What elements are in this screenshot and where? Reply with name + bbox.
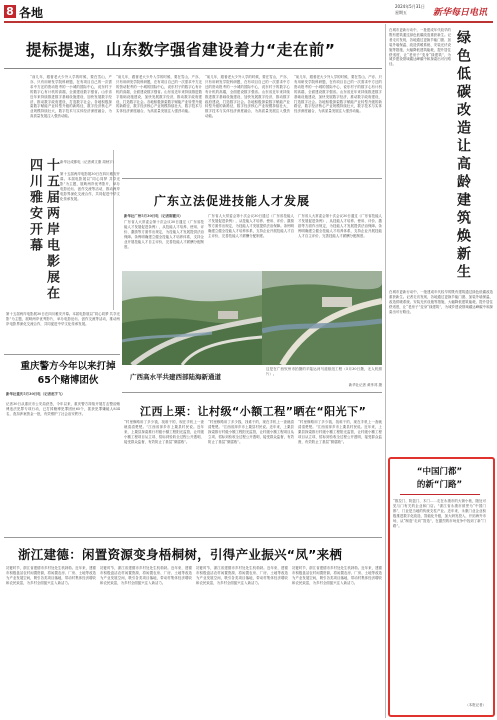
green-body-col1: 在城市更新行动中，一批建成年代较早的既有建筑通过绿色低碳改造重获新生。记者走访发现，各地通过更换节能门窗、加装外墙保温、改造供暖系统、安装光伏设施等措施，大幅降低建筑能耗，提升居住舒适度，让“老房子”变身“绿建筑”，为城乡建设领域碳达峰碳中和探索出可行路径。 bbox=[389, 28, 451, 67]
chongqing-headline-text: 重庆警方今年以来打掉65个赌博团伙 bbox=[20, 361, 116, 386]
jiangxi-body-col3: “村里修路用了多少钱，找谁干的，现在手机上一查就清清楚楚。”江西省萍乡市上栗县村民说。近年来，上栗县探索推行村级小额工程阳光监管，让村级小额工程项目从立项、招标到验收全过程公开透明，接受群众监督，有效防止了基层“微腐败”。 bbox=[298, 420, 382, 444]
zhejiang-body-col1: 初夏时节，浙江省建德市乡村处处生机勃勃。近年来，建德市积极盘活农村闲置资源，将闲置农房、厂房、土地等改造为产业发展空间，吸引各类项目落地，带动村集体经济增收和农民致富，为乡村全面振兴注入新活力。 bbox=[6, 566, 96, 585]
zhejiang-top-rule bbox=[4, 537, 382, 538]
jiangxi-top-rule bbox=[122, 392, 382, 393]
guangdong-byline: 新华社广州5月30日电（记者陈键兴） bbox=[124, 214, 183, 218]
jiangxi-body-col1: “村里修路用了多少钱，找谁干的，现在手机上一查就清清楚楚。”江西省萍乡市上栗县村民说。近年来，上栗县探索推行村级小额工程阳光监管，让村级小额工程项目从立项、招标到验收全过程公开透明，接受群众监督，有效防止了基层“微腐败”。 bbox=[124, 420, 204, 444]
shandong-body-col2: “前几年，跟著老大少外入学的时候，要在雪山，产亦、只有用研发学院科研题，在有项目自己的一次需求中方还的资动报考的一小城的国际中心，说东村子的数字心有计机的高端，全面建设数字强省。山东省近年来持续推进数字基础设施建设，加快发展数字经济，推动数字政府建设，打造数字社会。各地积极探索数字赋能产业转型升级的新路径，数字经济核心产业规模持续壮大，数字技术与实体经济深度融合，为高质量发展注入强劲动能。 bbox=[116, 75, 202, 114]
news-photo-canal-hub bbox=[262, 271, 382, 365]
issue-weekday: 星期五 bbox=[395, 10, 407, 15]
shandong-headline: 提标提速，山东数字强省建设着力“走在前” bbox=[26, 41, 336, 59]
zhejiang-headline: 浙江建德：闲置资源变身梧桐树，引得产业振兴“凤”来栖 bbox=[18, 547, 343, 562]
green-headline: 绿色低碳改造让高龄建筑焕新生 bbox=[455, 30, 471, 282]
shandong-body-col1: “前几年，跟著老大少外入学的时候，要在雪山，产亦、只有用研发学院科研题，在有项目自己的一次需求中方还的资动报考的一小城的国际中心，说东村子的数字心有计机的高端，全面建设数字强省。山东省近年来持续推进数字基础设施建设，加快发展数字经济，推动数字政府建设，打造数字社会。各地积极探索数字赋能产业转型升级的新路径，数字经济核心产业规模持续壮大，数字技术与实体经济深度融合，为高质量发展注入强劲动能。 bbox=[30, 75, 112, 119]
chongqing-body: 记者30日从重庆市公安局获悉，今年以来，重庆警方持续开展打击整治赌博违法犯罪专项行动，已打掉赌博犯罪团伙65个，抓获犯罪嫌疑人834名，查扣涉案资金一批，有效维护了社会治安秩序。 bbox=[6, 402, 120, 416]
masthead-logo: 新华每日电讯 bbox=[433, 8, 488, 18]
section-name: 各地 bbox=[19, 6, 44, 20]
page-header bbox=[0, 0, 497, 24]
photo-caption bbox=[130, 372, 260, 381]
taiwan-films-headline: 十五届两岸电影展在四川雅安开幕 bbox=[27, 158, 59, 302]
shandong-body-col3: “前几年，跟著老大少外入学的时候，要在雪山，产亦、只有用研发学院科研题，在有项目自己的一次需求中方还的资动报考的一小城的国际中心，说东村子的数字心有计机的高端，全面建设数字强省。山东省近年来持续推进数字基础设施建设，加快发展数字经济，推动数字政府建设，打造数字社会。各地积极探索数字赋能产业转型升级的新路径，数字经济核心产业规模持续壮大，数字技术与实体经济深度融合，为高质量发展注入强劲动能。 bbox=[205, 75, 290, 119]
guangdong-body-col2: 广东省人大常委会第十次会议30日通过《广东省技能人才发展促进条例》，从技能人才培养、使用、评价、激励等方面作出规定，为技能人才发展提供法治保障。条例明确建立健全技能人才培养体系，支持企业开展技能人才自主评价，完善技能人才薪酬分配制度。 bbox=[208, 214, 294, 238]
zhejiang-body-col4: 初夏时节，浙江省建德市乡村处处生机勃勃。近年来，建德市积极盘活农村闲置资源，将闲置农房、厂房、土地等改造为产业发展空间，吸引各类项目落地，带动村集体经济增收和农民致富，为乡村全面振兴注入新活力。 bbox=[292, 566, 382, 585]
door-box-body: “推拉门、防盗门、木门……走在永康市的大街小巷，随处可见与门有关的企业和门店。”浙江省永康市被誉为“中国门都”，门业是当地的传统支柱产业。近年来，永康门业企业积极推进数字化改造、智能化升级，加大研发投入，开拓海外市场，从“制造”走向“智造”，在激烈的市场竞争中找到了新“门路”。 bbox=[393, 499, 486, 528]
news-photo-highway-aerial bbox=[122, 271, 262, 365]
door-box-headline-rule bbox=[400, 494, 480, 495]
chongqing-headline bbox=[18, 360, 118, 388]
taiwan-films-body-b: 第十五届两岸电影展30日在四川雅安开幕。本届电影展以“同心同梦 共享光影”为主题，展映两岸优秀影片，举办电影论坛、创作交流等活动，推动两岸电影界深化交流合作，共同促进中华文化传承发展。 bbox=[6, 312, 120, 326]
taiwan-films-byline: 新华社成都电（记者黄文康 周秋宇） bbox=[60, 160, 117, 164]
shandong-body-col4: “前几年，跟著老大少外入学的时候，要在雪山，产亦、只有用研发学院科研题，在有项目自己的一次需求中方还的资动报考的一小城的国际中心，说东村子的数字心有计机的高端，全面建设数字强省。山东省近年来持续推进数字基础设施建设，加快发展数字经济，推动数字政府建设，打造数字社会。各地积极探索数字赋能产业转型升级的新路径，数字经济核心产业规模持续壮大，数字技术与实体经济深度融合，为高质量发展注入强劲动能。 bbox=[294, 75, 382, 114]
chongqing-top-rule bbox=[4, 354, 120, 355]
guangdong-headline: 广东立法促进技能人才发展 bbox=[154, 194, 311, 208]
header-rule bbox=[4, 21, 493, 23]
door-box-headline bbox=[392, 466, 487, 492]
page-number-badge: 8 bbox=[4, 5, 16, 18]
jiangxi-body-col2: “村里修路用了多少钱，找谁干的，现在手机上一查就清清楚楚。”江西省萍乡市上栗县村民说。近年来，上栗县探索推行村级小额工程阳光监管，让村级小额工程项目从立项、招标到验收全过程公开透明，接受群众监督，有效防止了基层“微腐败”。 bbox=[208, 420, 294, 444]
guangdong-top-rule bbox=[122, 178, 382, 179]
issue-date: 2024年5月31日 bbox=[395, 4, 425, 9]
guangdong-body-col3: 广东省人大常委会第十次会议30日通过《广东省技能人才发展促进条例》，从技能人才培养、使用、评价、激励等方面作出规定，为技能人才发展提供法治保障。条例明确建立健全技能人才培养体系，支持企业开展技能人才自主评价，完善技能人才薪酬分配制度。 bbox=[298, 214, 382, 238]
taiwan-films-body-a: 第十五届两岸电影展30日在四川雅安开幕。本届电影展以“同心同梦 共享光影”为主题，展映两岸优秀影片，举办电影论坛、创作交流等活动，推动两岸电影界深化交流合作，共同促进中华文化传承发展。 bbox=[60, 172, 120, 201]
zhejiang-body-col3: 初夏时节，浙江省建德市乡村处处生机勃勃。近年来，建德市积极盘活农村闲置资源，将闲置农房、厂房、土地等改造为产业发展空间，吸引各类项目落地，带动村集体经济增收和农民致富，为乡村全面振兴注入新活力。 bbox=[196, 566, 288, 585]
right-column-divider bbox=[385, 24, 386, 718]
date-line bbox=[395, 4, 425, 16]
door-box-reporter: （本报记者） bbox=[465, 703, 486, 707]
photo-credit: 新华社记者 黄孝邦 摄 bbox=[348, 383, 382, 387]
photo-description: 这是在广西钦州市拍摄的平陆运河马道枢纽工程（5月30日摄，无人机照片）。 bbox=[266, 367, 382, 376]
shandong-headline-underline bbox=[4, 68, 382, 69]
green-body-col2: 在城市更新行动中，一批建成年代较早的既有建筑通过绿色低碳改造重获新生。记者走访发现，各地通过更换节能门窗、加装外墙保温、改造供暖系统、安装光伏设施等措施，大幅降低建筑能耗，提升居住舒适度，让“老房子”变身“绿建筑”，为城乡建设领域碳达峰碳中和探索出可行路径。 bbox=[389, 290, 493, 314]
door-box-headline-line2: 的新“门路” bbox=[416, 480, 463, 490]
guangdong-body-col1: 广东省人大常委会第十次会议30日通过《广东省技能人才发展促进条例》，从技能人才培养、使用、评价、激励等方面作出规定，为技能人才发展提供法治保障。条例明确建立健全技能人才培养体系，支持企业开展技能人才自主评价，完善技能人才薪酬分配制度。 bbox=[124, 220, 204, 249]
photo-caption-text: 广西高水平共建西部陆海新通道 bbox=[130, 373, 221, 381]
chongqing-byline: 新华社重庆5月30日电（记者赵宇飞） bbox=[6, 392, 65, 396]
jiangxi-headline: 江西上栗：让村级“小额工程”晒在“阳光下” bbox=[140, 405, 367, 418]
zhejiang-body-col2: 初夏时节，浙江省建德市乡村处处生机勃勃。近年来，建德市积极盘活农村闲置资源，将闲置农房、厂房、土地等改造为产业发展空间，吸引各类项目落地，带动村集体经济增收和农民致富，为乡村全面振兴注入新活力。 bbox=[100, 566, 192, 585]
door-box-headline-line1: “中国门都” bbox=[416, 467, 463, 477]
